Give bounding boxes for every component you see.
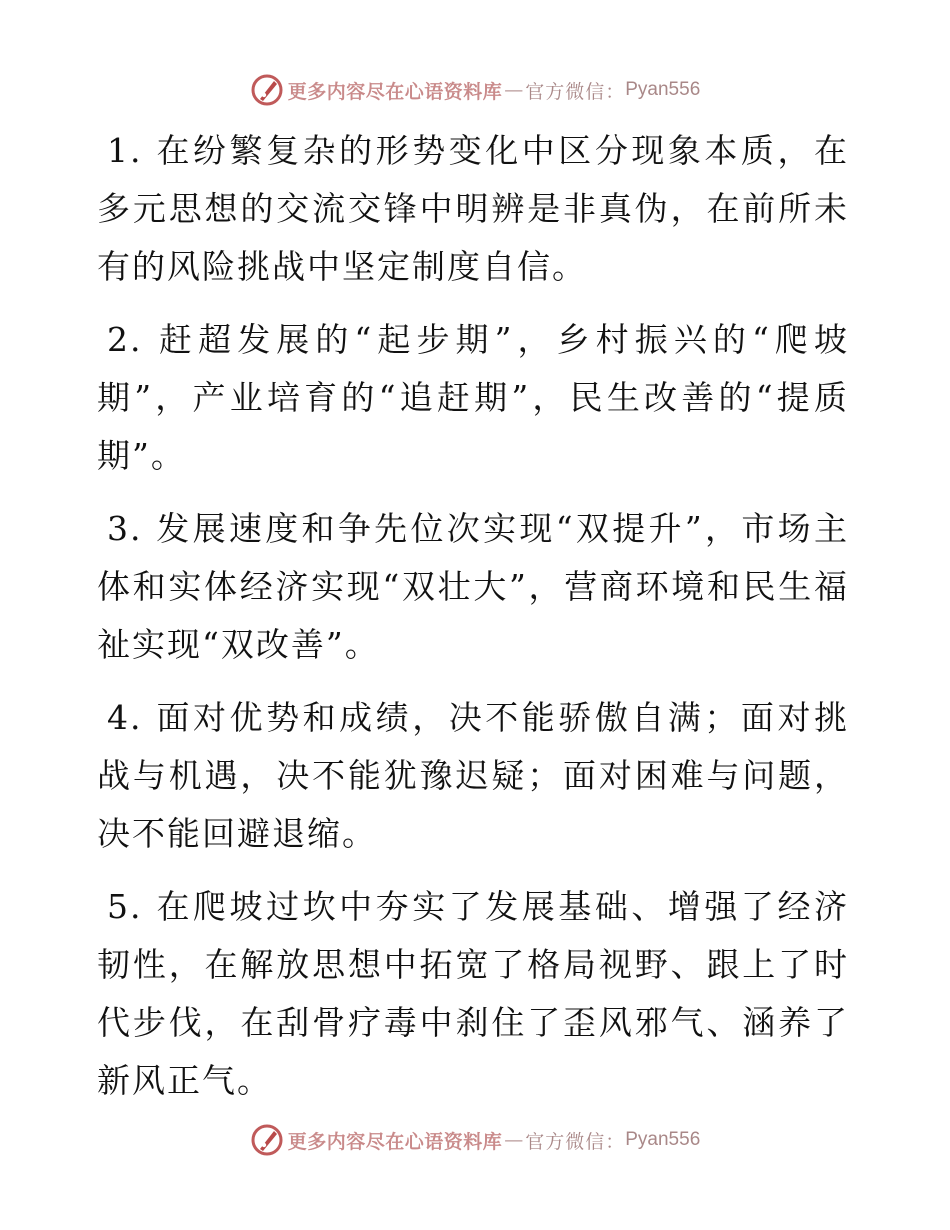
banner-main-text: 更多内容尽在心语资料库 bbox=[287, 80, 503, 103]
paragraph-text: 4. 面对优势和成绩，决不能骄傲自满；面对挑战与机遇，决不能犹豫迟疑；面对困难与问题，决不能回避退缩。 bbox=[97, 698, 849, 853]
banner-separator: — bbox=[504, 79, 524, 101]
pen-nib-logo-icon bbox=[250, 1123, 284, 1157]
document-body bbox=[97, 122, 849, 1125]
paragraph-text: 3. 发展速度和争先位次实现“双提升”，市场主体和实体经济实现“双壮大”，营商环境和民生福祉实现“双改善”。 bbox=[97, 509, 849, 664]
paragraph-3 bbox=[97, 500, 849, 674]
paragraph-4 bbox=[97, 689, 849, 863]
pen-nib-logo-icon bbox=[250, 73, 284, 107]
banner-main-text: 更多内容尽在心语资料库 bbox=[287, 1130, 503, 1153]
header-banner bbox=[0, 70, 950, 110]
paragraph-2 bbox=[97, 311, 849, 485]
paragraph-text: 5. 在爬坡过坎中夯实了发展基础、增强了经济韧性，在解放思想中拓宽了格局视野、跟上了时代步伐，在刮骨疗毒中刹住了歪风邪气、涵养了新风正气。 bbox=[97, 887, 849, 1100]
paragraph-5 bbox=[97, 878, 849, 1110]
paragraph-text: 2. 赶超发展的“起步期”，乡村振兴的“爬坡期”，产业培育的“追赶期”，民生改善的“提质期”。 bbox=[97, 320, 849, 475]
banner-wechat-id: Pyan556 bbox=[625, 79, 701, 100]
paragraph-1 bbox=[97, 122, 849, 296]
banner-wechat-id: Pyan556 bbox=[625, 1129, 701, 1150]
banner-wechat-label: 官方微信： bbox=[525, 1130, 626, 1153]
banner-separator: — bbox=[504, 1129, 524, 1151]
banner-wechat-label: 官方微信： bbox=[525, 80, 626, 103]
paragraph-text: 1. 在纷繁复杂的形势变化中区分现象本质，在多元思想的交流交锋中明辨是非真伪，在前所未有的风险挑战中坚定制度自信。 bbox=[97, 131, 849, 286]
footer-banner bbox=[0, 1120, 950, 1160]
